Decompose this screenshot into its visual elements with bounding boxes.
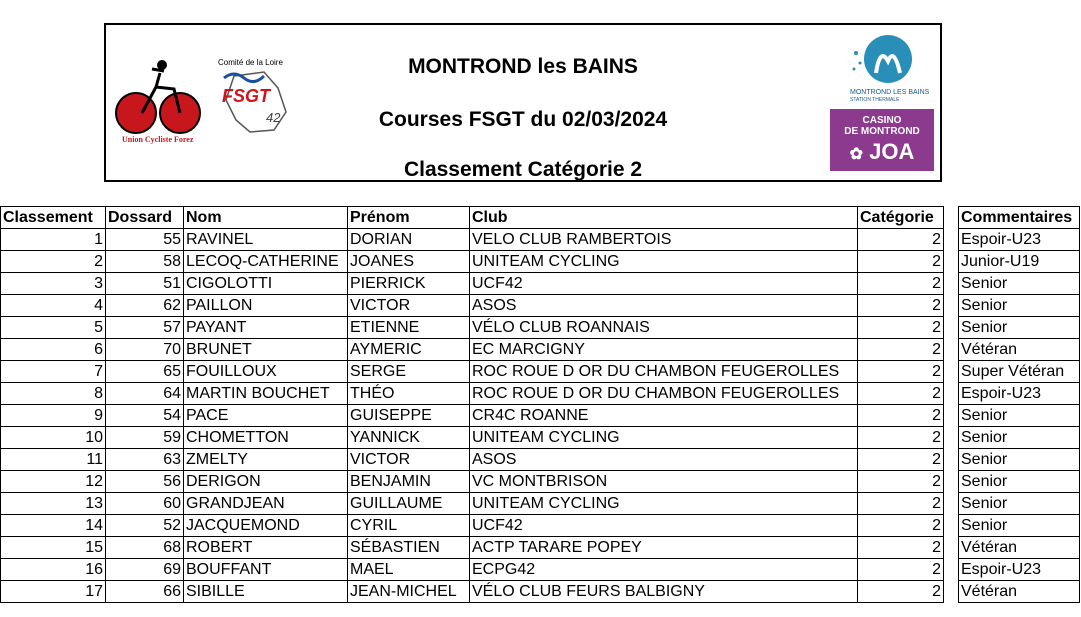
comment-row [959, 581, 1080, 603]
cell-classement: 8 [1, 383, 106, 405]
cell-dossard: 60 [106, 493, 184, 515]
cell-commentaire: Senior [959, 427, 1080, 449]
cell-club: CR4C ROANNE [470, 405, 858, 427]
cell-dossard: 65 [106, 361, 184, 383]
montrond-m-icon [844, 33, 930, 89]
cell-nom: GRANDJEAN [184, 493, 348, 515]
cell-nom: JACQUEMOND [184, 515, 348, 537]
cell-commentaire: Senior [959, 515, 1080, 537]
cell-prenom: CYRIL [348, 515, 470, 537]
category-title: Classement Catégorie 2 [403, 158, 643, 181]
cell-dossard: 57 [106, 317, 184, 339]
col-header-dossard: Dossard [106, 207, 184, 229]
cell-nom: ROBERT [184, 537, 348, 559]
cell-prenom: VICTOR [348, 295, 470, 317]
cell-categorie: 2 [858, 273, 944, 295]
cell-classement: 16 [1, 559, 106, 581]
cell-prenom: DORIAN [348, 229, 470, 251]
comment-row [959, 515, 1080, 537]
cell-categorie: 2 [858, 229, 944, 251]
cell-dossard: 63 [106, 449, 184, 471]
comment-row [959, 251, 1080, 273]
cell-categorie: 2 [858, 515, 944, 537]
table-row [1, 537, 944, 559]
col-header-nom: Nom [184, 207, 348, 229]
cell-commentaire: Senior [959, 295, 1080, 317]
cell-nom: SIBILLE [184, 581, 348, 603]
cell-classement: 15 [1, 537, 106, 559]
table-row [1, 493, 944, 515]
cell-categorie: 2 [858, 493, 944, 515]
header-box [104, 23, 942, 182]
table-row [1, 361, 944, 383]
cell-commentaire: Espoir-U23 [959, 559, 1080, 581]
col-header-classement: Classement [1, 207, 106, 229]
cell-commentaire: Vétéran [959, 581, 1080, 603]
cell-nom: DERIGON [184, 471, 348, 493]
cell-club: UCF42 [470, 515, 858, 537]
cell-club: UCF42 [470, 273, 858, 295]
cell-categorie: 2 [858, 581, 944, 603]
results-table [0, 206, 944, 603]
cell-categorie: 2 [858, 471, 944, 493]
table-row [1, 449, 944, 471]
cell-classement: 17 [1, 581, 106, 603]
cell-commentaire: Espoir-U23 [959, 229, 1080, 251]
cell-nom: LECOQ-CATHERINE [184, 251, 348, 273]
cell-categorie: 2 [858, 383, 944, 405]
cell-nom: MARTIN BOUCHET [184, 383, 348, 405]
table-row [1, 229, 944, 251]
cell-prenom: YANNICK [348, 427, 470, 449]
cell-categorie: 2 [858, 449, 944, 471]
comment-row [959, 449, 1080, 471]
fsgt-logo-top: Comité de la Loire [218, 58, 283, 67]
cell-nom: ZMELTY [184, 449, 348, 471]
cell-dossard: 69 [106, 559, 184, 581]
cell-commentaire: Vétéran [959, 537, 1080, 559]
table-header-row [1, 207, 944, 229]
col-header-categorie: Catégorie [858, 207, 944, 229]
cell-classement: 5 [1, 317, 106, 339]
cell-nom: PAYANT [184, 317, 348, 339]
cell-prenom: THÉO [348, 383, 470, 405]
comment-row [959, 405, 1080, 427]
cell-classement: 13 [1, 493, 106, 515]
cell-prenom: SERGE [348, 361, 470, 383]
cell-classement: 14 [1, 515, 106, 537]
comments-table [958, 206, 1080, 603]
table-row [1, 559, 944, 581]
cell-nom: BOUFFANT [184, 559, 348, 581]
cell-classement: 9 [1, 405, 106, 427]
table-row [1, 405, 944, 427]
cell-prenom: JOANES [348, 251, 470, 273]
casino-logo-brand: JOA [869, 139, 915, 164]
cell-commentaire: Senior [959, 471, 1080, 493]
comment-row [959, 427, 1080, 449]
table-row [1, 427, 944, 449]
fsgt-logo-main: FSGT [222, 86, 270, 106]
table-row [1, 383, 944, 405]
page-subtitle: Courses FSGT du 02/03/2024 [378, 108, 668, 131]
comments-header-row [959, 207, 1080, 229]
comment-row [959, 273, 1080, 295]
cell-dossard: 70 [106, 339, 184, 361]
cell-club: ECPG42 [470, 559, 858, 581]
cell-prenom: SÉBASTIEN [348, 537, 470, 559]
fsgt-logo-num: 42 [266, 110, 281, 125]
cell-commentaire: Junior-U19 [959, 251, 1080, 273]
comment-row [959, 383, 1080, 405]
cell-nom: FOUILLOUX [184, 361, 348, 383]
table-row [1, 515, 944, 537]
cell-categorie: 2 [858, 317, 944, 339]
comment-row [959, 339, 1080, 361]
table-row [1, 471, 944, 493]
cell-club: VELO CLUB RAMBERTOIS [470, 229, 858, 251]
casino-logo-brand-row [830, 139, 934, 165]
cell-club: ROC ROUE D OR DU CHAMBON FEUGEROLLES [470, 383, 858, 405]
cell-dossard: 62 [106, 295, 184, 317]
cell-categorie: 2 [858, 251, 944, 273]
cell-nom: CIGOLOTTI [184, 273, 348, 295]
cell-commentaire: Senior [959, 493, 1080, 515]
table-row [1, 339, 944, 361]
cell-dossard: 55 [106, 229, 184, 251]
cell-club: VC MONTBRISON [470, 471, 858, 493]
cell-club: ASOS [470, 295, 858, 317]
cell-classement: 11 [1, 449, 106, 471]
cell-prenom: GUILLAUME [348, 493, 470, 515]
cell-categorie: 2 [858, 339, 944, 361]
cell-prenom: AYMERIC [348, 339, 470, 361]
cell-prenom: ETIENNE [348, 317, 470, 339]
cell-nom: PAILLON [184, 295, 348, 317]
cell-commentaire: Senior [959, 405, 1080, 427]
cell-categorie: 2 [858, 295, 944, 317]
cell-dossard: 54 [106, 405, 184, 427]
comment-row [959, 317, 1080, 339]
comment-row [959, 493, 1080, 515]
comment-row [959, 537, 1080, 559]
cell-nom: PACE [184, 405, 348, 427]
cell-club: EC MARCIGNY [470, 339, 858, 361]
cell-nom: BRUNET [184, 339, 348, 361]
cell-club: UNITEAM CYCLING [470, 427, 858, 449]
cell-prenom: JEAN-MICHEL [348, 581, 470, 603]
cell-classement: 12 [1, 471, 106, 493]
casino-logo [830, 109, 934, 171]
cell-categorie: 2 [858, 537, 944, 559]
cell-club: UNITEAM CYCLING [470, 493, 858, 515]
comment-row [959, 559, 1080, 581]
cell-dossard: 68 [106, 537, 184, 559]
table-row [1, 295, 944, 317]
cell-club: ACTP TARARE POPEY [470, 537, 858, 559]
cell-nom: CHOMETTON [184, 427, 348, 449]
ucf-logo-text: Union Cycliste Forez [122, 135, 194, 144]
comment-row [959, 471, 1080, 493]
cell-categorie: 2 [858, 405, 944, 427]
cell-dossard: 51 [106, 273, 184, 295]
cell-club: UNITEAM CYCLING [470, 251, 858, 273]
cell-prenom: PIERRICK [348, 273, 470, 295]
cell-classement: 4 [1, 295, 106, 317]
cell-commentaire: Espoir-U23 [959, 383, 1080, 405]
cell-classement: 1 [1, 229, 106, 251]
montrond-logo-text: MONTROND LES BAINS [850, 89, 930, 96]
cell-commentaire: Senior [959, 317, 1080, 339]
cell-nom: RAVINEL [184, 229, 348, 251]
cell-dossard: 59 [106, 427, 184, 449]
cell-classement: 3 [1, 273, 106, 295]
table-row [1, 273, 944, 295]
cell-commentaire: Senior [959, 273, 1080, 295]
cell-commentaire: Vétéran [959, 339, 1080, 361]
cell-dossard: 56 [106, 471, 184, 493]
cell-prenom: GUISEPPE [348, 405, 470, 427]
cell-club: ASOS [470, 449, 858, 471]
cell-club: VÉLO CLUB ROANNAIS [470, 317, 858, 339]
comment-row [959, 361, 1080, 383]
montrond-logo [844, 33, 930, 103]
table-row [1, 251, 944, 273]
casino-logo-line2: DE MONTROND [844, 126, 920, 137]
cell-dossard: 66 [106, 581, 184, 603]
cell-club: ROC ROUE D OR DU CHAMBON FEUGEROLLES [470, 361, 858, 383]
cell-classement: 2 [1, 251, 106, 273]
col-header-commentaires: Commentaires [959, 207, 1080, 229]
cell-classement: 6 [1, 339, 106, 361]
casino-logo-line1: CASINO [862, 115, 902, 126]
cell-commentaire: Senior [959, 449, 1080, 471]
joa-icon: ✿ [849, 146, 864, 163]
col-header-club: Club [470, 207, 858, 229]
cell-prenom: VICTOR [348, 449, 470, 471]
comment-row [959, 229, 1080, 251]
cell-categorie: 2 [858, 559, 944, 581]
cell-prenom: MAEL [348, 559, 470, 581]
cell-classement: 7 [1, 361, 106, 383]
page-title: MONTROND les BAINS [408, 55, 638, 78]
montrond-logo-sub: STATION THERMALE [850, 97, 900, 103]
cell-classement: 10 [1, 427, 106, 449]
cell-dossard: 58 [106, 251, 184, 273]
cell-categorie: 2 [858, 361, 944, 383]
cell-club: VÉLO CLUB FEURS BALBIGNY [470, 581, 858, 603]
cell-dossard: 52 [106, 515, 184, 537]
cell-commentaire: Super Vétéran [959, 361, 1080, 383]
col-header-prenom: Prénom [348, 207, 470, 229]
comment-row [959, 295, 1080, 317]
cell-prenom: BENJAMIN [348, 471, 470, 493]
table-row [1, 581, 944, 603]
cell-dossard: 64 [106, 383, 184, 405]
table-row [1, 317, 944, 339]
cell-categorie: 2 [858, 427, 944, 449]
